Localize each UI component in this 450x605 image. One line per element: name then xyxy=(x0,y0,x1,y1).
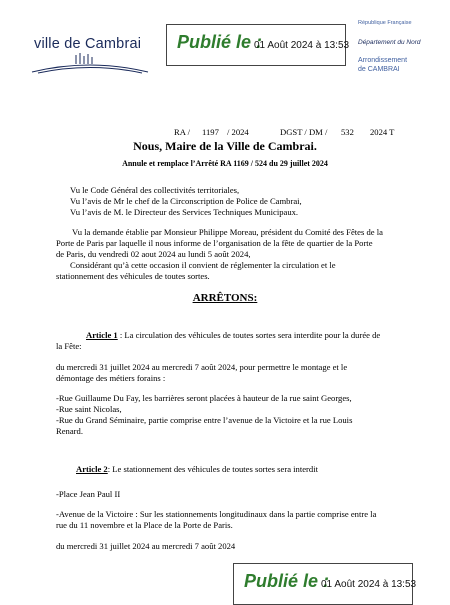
ra-number: 1197 xyxy=(202,127,219,137)
article-1-intro-cont: la Fête: xyxy=(56,341,82,351)
dgst-label: DGST / DM / xyxy=(280,127,328,137)
demande-line: de Paris, du vendredi 02 aout 2024 au lundi 5 août 2024, xyxy=(56,249,251,259)
article-2-period: du mercredi 31 juillet 2024 au mercredi 7 août 2024 xyxy=(56,541,236,551)
demande-line: stationnement des véhicules de toutes sortes. xyxy=(56,271,210,281)
page-title: Nous, Maire de la Ville de Cambrai. xyxy=(133,139,317,153)
article-1-label: Article 1 xyxy=(86,330,118,340)
article-1-intro: Article 1 : La circulation des véhicules de toutes sortes sera interdite pour la durée de xyxy=(86,330,381,340)
demande-line: Considérant qu’à cette occasion il convient de réglementer la circulation et le xyxy=(70,260,336,270)
demande-line: Vu la demande établie par Monsieur Philippe Moreau, président du Comité des Fêtes de la xyxy=(72,227,383,237)
publication-stamp-bottom xyxy=(233,563,417,605)
stamp-date: 01 Août 2024 à 13:53 xyxy=(321,579,417,590)
vu-line: Vu le Code Général des collectivités territoriales, xyxy=(70,185,240,195)
city-logo-emblem xyxy=(30,52,150,74)
vu-line: Vu l’avis de M. le Directeur des Services Techniques Municipaux. xyxy=(70,207,299,217)
stamp-date: 01 Août 2024 à 13:53 xyxy=(254,40,350,51)
stamp-label: Publié le : xyxy=(177,32,263,52)
street-line: -Rue du Grand Séminaire, partie comprise entre l’avenue de la Victoire et la rue Louis xyxy=(56,415,353,425)
stamp-label: Publié le : xyxy=(244,571,330,591)
dgst-year: 2024 T xyxy=(370,127,395,137)
article-2-intro: Article 2: Le stationnement des véhicules de toutes sortes sera interdit xyxy=(76,464,318,474)
publication-stamp-top xyxy=(166,24,350,66)
demande-line: Porte de Paris par laquelle il nous informe de l’organisation de la fête de quartier de la Porte xyxy=(56,238,373,248)
article-1-period: du mercredi 31 juillet 2024 au mercredi 7 août 2024, pour permettre le montage et le xyxy=(56,362,348,372)
ra-label: RA / xyxy=(174,127,190,137)
street-line: -Rue saint Nicolas, xyxy=(56,404,122,414)
department-label: Département du Nord xyxy=(358,39,421,46)
republic-label: République Française xyxy=(358,20,412,26)
article-2-avenue: rue du 11 novembre et la Place de la Porte de Paris. xyxy=(56,520,233,530)
article-1-period: démontage des métiers forains : xyxy=(56,373,166,383)
article-2-avenue: -Avenue de la Victoire : Sur les stationnements longitudinaux dans la partie comprise entre la xyxy=(56,509,377,519)
article-2-label: Article 2 xyxy=(76,464,108,474)
article-2-place: -Place Jean Paul II xyxy=(56,489,121,499)
vu-line: Vu l’avis de Mr le chef de la Circonscription de Police de Cambrai, xyxy=(70,196,302,206)
street-line: -Rue Guillaume Du Fay, les barrières seront placées à hauteur de la rue saint Georges, xyxy=(56,393,352,403)
prefecture-block xyxy=(358,20,446,74)
city-logo-text: ville de Cambrai xyxy=(34,36,142,52)
arretons-heading: ARRÊTONS: xyxy=(192,292,258,304)
street-line: Renard. xyxy=(56,426,83,436)
dgst-number: 532 xyxy=(341,127,354,137)
page-subtitle: Annule et remplace l’Arrêté RA 1169 / 524 du 29 juillet 2024 xyxy=(122,159,328,168)
arrondissement-label: Arrondissement de CAMBRAI xyxy=(358,57,408,73)
ra-year: / 2024 xyxy=(227,127,249,137)
